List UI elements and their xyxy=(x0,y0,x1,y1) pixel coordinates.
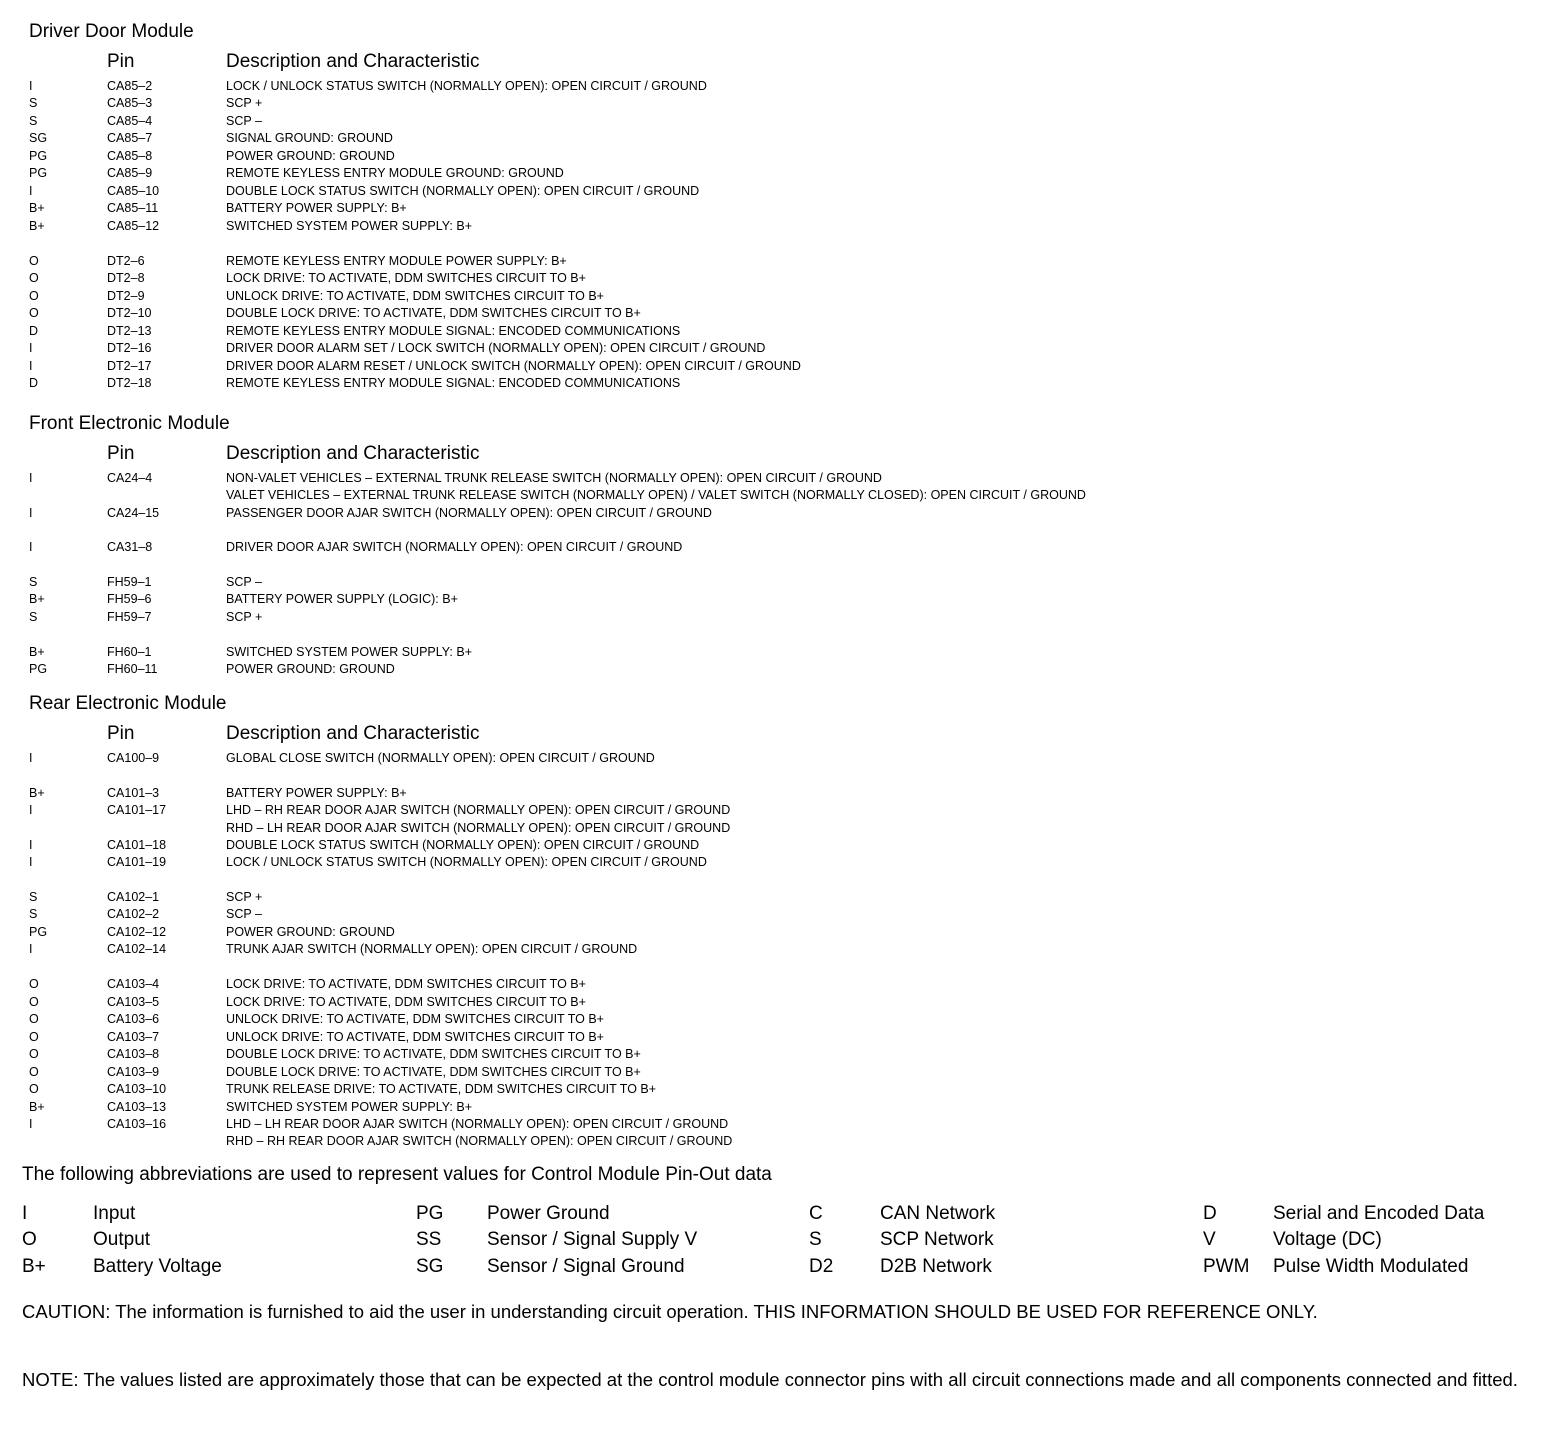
pin-description: REMOTE KEYLESS ENTRY MODULE GROUND: GROUND xyxy=(226,166,564,180)
pin-description: SCP – xyxy=(226,575,262,589)
pin-id: CA85–4 xyxy=(107,114,153,128)
abbr-code: D2 xyxy=(809,1256,834,1277)
pin-id: CA101–3 xyxy=(107,786,160,800)
pin-type: O xyxy=(29,1065,39,1079)
pin-description: DOUBLE LOCK DRIVE: TO ACTIVATE, DDM SWITCHES CIRCUIT TO B+ xyxy=(226,1065,641,1079)
pin-type: O xyxy=(29,254,39,268)
pin-id: CA103–8 xyxy=(107,1047,160,1061)
abbr-code: PG xyxy=(416,1203,444,1224)
pin-description: UNLOCK DRIVE: TO ACTIVATE, DDM SWITCHES CIRCUIT TO B+ xyxy=(226,289,604,303)
pin-description: NON-VALET VEHICLES – EXTERNAL TRUNK RELEASE SWITCH (NORMALLY OPEN): OPEN CIRCUIT / GROUND xyxy=(226,471,882,485)
pin-id: CA102–12 xyxy=(107,925,167,939)
pin-description: SCP – xyxy=(226,114,262,128)
abbr-meaning: Sensor / Signal Supply V xyxy=(487,1229,698,1250)
pin-type: O xyxy=(29,1082,39,1096)
pin-type: I xyxy=(29,1117,33,1131)
pin-type: S xyxy=(29,610,38,624)
pin-type: B+ xyxy=(29,645,45,659)
pin-description: REMOTE KEYLESS ENTRY MODULE SIGNAL: ENCODED COMMUNICATIONS xyxy=(226,324,681,338)
abbr-code: B+ xyxy=(22,1256,46,1277)
pin-type: B+ xyxy=(29,201,45,215)
pin-description: SWITCHED SYSTEM POWER SUPPLY: B+ xyxy=(226,219,472,233)
pin-id: DT2–8 xyxy=(107,271,145,285)
pin-description: LHD – RH REAR DOOR AJAR SWITCH (NORMALLY OPEN): OPEN CIRCUIT / GROUND xyxy=(226,803,731,817)
pin-description: LOCK / UNLOCK STATUS SWITCH (NORMALLY OPEN): OPEN CIRCUIT / GROUND xyxy=(226,855,707,869)
pin-type: I xyxy=(29,79,33,93)
pin-description: DOUBLE LOCK STATUS SWITCH (NORMALLY OPEN): OPEN CIRCUIT / GROUND xyxy=(226,838,700,852)
pin-id: CA31–8 xyxy=(107,540,153,554)
abbr-meaning: SCP Network xyxy=(880,1229,994,1250)
abbr-meaning: Serial and Encoded Data xyxy=(1273,1203,1485,1224)
pin-id: CA103–16 xyxy=(107,1117,167,1131)
pin-type: O xyxy=(29,1030,39,1044)
abbr-code: S xyxy=(809,1229,822,1250)
abbr-meaning: Battery Voltage xyxy=(93,1256,222,1277)
pin-id: CA85–2 xyxy=(107,79,153,93)
pin-type: I xyxy=(29,838,33,852)
abbr-meaning: CAN Network xyxy=(880,1203,996,1224)
abbr-meaning: Voltage (DC) xyxy=(1273,1229,1382,1250)
pin-description: SWITCHED SYSTEM POWER SUPPLY: B+ xyxy=(226,645,472,659)
pin-type: PG xyxy=(29,166,48,180)
pin-type: D xyxy=(29,376,39,390)
pin-id: FH60–1 xyxy=(107,645,152,659)
pin-type: S xyxy=(29,114,38,128)
abbr-meaning: Pulse Width Modulated xyxy=(1273,1256,1469,1277)
pin-type: S xyxy=(29,575,38,589)
pin-description: LOCK DRIVE: TO ACTIVATE, DDM SWITCHES CIRCUIT TO B+ xyxy=(226,995,586,1009)
pin-id: CA85–12 xyxy=(107,219,160,233)
pin-description: TRUNK RELEASE DRIVE: TO ACTIVATE, DDM SWITCHES CIRCUIT TO B+ xyxy=(226,1082,657,1096)
pin-type: O xyxy=(29,1012,39,1026)
pin-id: CA103–6 xyxy=(107,1012,160,1026)
pin-id: DT2–10 xyxy=(107,306,152,320)
pin-type: O xyxy=(29,1047,39,1061)
pin-description: SWITCHED SYSTEM POWER SUPPLY: B+ xyxy=(226,1100,472,1114)
pin-description: UNLOCK DRIVE: TO ACTIVATE, DDM SWITCHES CIRCUIT TO B+ xyxy=(226,1012,604,1026)
pin-description: REMOTE KEYLESS ENTRY MODULE SIGNAL: ENCODED COMMUNICATIONS xyxy=(226,376,681,390)
abbr-code: SS xyxy=(416,1229,442,1250)
column-header-pin: Pin xyxy=(107,51,135,72)
pin-description: BATTERY POWER SUPPLY: B+ xyxy=(226,201,407,215)
pin-description: TRUNK AJAR SWITCH (NORMALLY OPEN): OPEN CIRCUIT / GROUND xyxy=(226,942,638,956)
pin-type: SG xyxy=(29,131,48,145)
abbr-code: C xyxy=(809,1203,823,1224)
pin-description: UNLOCK DRIVE: TO ACTIVATE, DDM SWITCHES CIRCUIT TO B+ xyxy=(226,1030,604,1044)
pin-description: RHD – LH REAR DOOR AJAR SWITCH (NORMALLY OPEN): OPEN CIRCUIT / GROUND xyxy=(226,821,731,835)
pin-id: CA102–2 xyxy=(107,907,160,921)
pin-type: O xyxy=(29,289,39,303)
section-title-driver-door-module: Driver Door Module xyxy=(29,21,194,42)
column-header-description: Description and Characteristic xyxy=(226,443,480,464)
abbr-meaning: D2B Network xyxy=(880,1256,992,1277)
pin-id: CA24–4 xyxy=(107,471,153,485)
pin-description: SIGNAL GROUND: GROUND xyxy=(226,131,393,145)
pin-type: O xyxy=(29,306,39,320)
abbr-meaning: Input xyxy=(93,1203,136,1224)
pin-id: DT2–9 xyxy=(107,289,145,303)
abbr-code: D xyxy=(1203,1203,1217,1224)
pin-description: LHD – LH REAR DOOR AJAR SWITCH (NORMALLY OPEN): OPEN CIRCUIT / GROUND xyxy=(226,1117,729,1131)
pin-description: SCP + xyxy=(226,96,263,110)
pin-id: DT2–18 xyxy=(107,376,152,390)
pin-description: GLOBAL CLOSE SWITCH (NORMALLY OPEN): OPEN CIRCUIT / GROUND xyxy=(226,751,655,765)
pin-id: FH60–11 xyxy=(107,662,158,676)
pin-type: PG xyxy=(29,925,48,939)
pin-type: O xyxy=(29,271,39,285)
section-title-rear-electronic-module: Rear Electronic Module xyxy=(29,693,227,714)
pin-id: CA85–7 xyxy=(107,131,153,145)
pin-id: CA85–8 xyxy=(107,149,153,163)
pin-id: CA103–13 xyxy=(107,1100,167,1114)
pin-type: S xyxy=(29,96,38,110)
pin-type: I xyxy=(29,540,33,554)
pin-description: BATTERY POWER SUPPLY: B+ xyxy=(226,786,407,800)
pin-description: DOUBLE LOCK STATUS SWITCH (NORMALLY OPEN): OPEN CIRCUIT / GROUND xyxy=(226,184,700,198)
pin-id: CA101–18 xyxy=(107,838,167,852)
abbreviations-intro: The following abbreviations are used to represent values for Control Module Pin-Out data xyxy=(22,1164,772,1185)
pin-description: DRIVER DOOR ALARM RESET / UNLOCK SWITCH (NORMALLY OPEN): OPEN CIRCUIT / GROUND xyxy=(226,359,801,373)
pin-id: FH59–6 xyxy=(107,592,152,606)
caution-text: CAUTION: The information is furnished to aid the user in understanding circuit operation. THIS INFORMATION SHOULD BE USED FOR REFERENCE ONLY. xyxy=(22,1301,1318,1322)
pin-id: FH59–7 xyxy=(107,610,152,624)
pin-type: D xyxy=(29,324,39,338)
pin-id: CA103–10 xyxy=(107,1082,167,1096)
pin-type: S xyxy=(29,907,38,921)
abbr-code: I xyxy=(22,1203,28,1224)
abbr-meaning: Output xyxy=(93,1229,151,1250)
pin-type: B+ xyxy=(29,592,45,606)
section-title-front-electronic-module: Front Electronic Module xyxy=(29,413,230,434)
column-header-pin: Pin xyxy=(107,443,135,464)
pin-id: DT2–17 xyxy=(107,359,152,373)
abbr-code: SG xyxy=(416,1256,444,1277)
pin-description: LOCK DRIVE: TO ACTIVATE, DDM SWITCHES CIRCUIT TO B+ xyxy=(226,977,586,991)
abbr-code: PWM xyxy=(1203,1256,1250,1277)
pin-type: I xyxy=(29,506,33,520)
abbr-code: O xyxy=(22,1229,37,1250)
pin-type: S xyxy=(29,890,38,904)
pin-description: POWER GROUND: GROUND xyxy=(226,149,395,163)
pin-id: CA85–11 xyxy=(107,201,159,215)
pin-type: I xyxy=(29,341,33,355)
pin-description: DOUBLE LOCK DRIVE: TO ACTIVATE, DDM SWITCHES CIRCUIT TO B+ xyxy=(226,1047,641,1061)
pin-type: I xyxy=(29,942,33,956)
pin-type: I xyxy=(29,855,33,869)
pin-id: CA101–17 xyxy=(107,803,167,817)
pin-description: VALET VEHICLES – EXTERNAL TRUNK RELEASE SWITCH (NORMALLY OPEN) / VALET SWITCH (NORMALLY CLOSED): OPEN CIRCUIT / GROUND xyxy=(226,488,1086,502)
pin-id: DT2–6 xyxy=(107,254,145,268)
pin-description: REMOTE KEYLESS ENTRY MODULE POWER SUPPLY: B+ xyxy=(226,254,567,268)
pin-id: CA102–14 xyxy=(107,942,167,956)
pin-id: DT2–13 xyxy=(107,324,152,338)
abbr-meaning: Sensor / Signal Ground xyxy=(487,1256,685,1277)
pin-id: CA102–1 xyxy=(107,890,160,904)
column-header-description: Description and Characteristic xyxy=(226,51,480,72)
pin-type: I xyxy=(29,751,33,765)
note-text: NOTE: The values listed are approximately those that can be expected at the control module connector pins with all circuit connections made and all components connected and fitted. xyxy=(22,1369,1518,1390)
pin-description: SCP + xyxy=(226,890,263,904)
pin-description: PASSENGER DOOR AJAR SWITCH (NORMALLY OPEN): OPEN CIRCUIT / GROUND xyxy=(226,506,712,520)
pin-id: CA24–15 xyxy=(107,506,160,520)
column-header-pin: Pin xyxy=(107,723,135,744)
pin-type: I xyxy=(29,359,33,373)
pin-description: DOUBLE LOCK DRIVE: TO ACTIVATE, DDM SWITCHES CIRCUIT TO B+ xyxy=(226,306,641,320)
pin-type: I xyxy=(29,803,33,817)
pin-description: BATTERY POWER SUPPLY (LOGIC): B+ xyxy=(226,592,458,606)
pin-type: B+ xyxy=(29,1100,45,1114)
pin-id: CA103–9 xyxy=(107,1065,160,1079)
abbr-meaning: Power Ground xyxy=(487,1203,610,1224)
pin-id: CA103–5 xyxy=(107,995,160,1009)
pin-type: O xyxy=(29,995,39,1009)
pin-description: LOCK DRIVE: TO ACTIVATE, DDM SWITCHES CIRCUIT TO B+ xyxy=(226,271,586,285)
pin-id: FH59–1 xyxy=(107,575,152,589)
pin-type: PG xyxy=(29,662,48,676)
pin-id: DT2–16 xyxy=(107,341,152,355)
pin-type: I xyxy=(29,471,33,485)
pin-type: PG xyxy=(29,149,48,163)
pin-type: B+ xyxy=(29,786,45,800)
pin-id: CA103–4 xyxy=(107,977,160,991)
pin-description: DRIVER DOOR ALARM SET / LOCK SWITCH (NORMALLY OPEN): OPEN CIRCUIT / GROUND xyxy=(226,341,766,355)
pin-id: CA101–19 xyxy=(107,855,167,869)
pin-description: POWER GROUND: GROUND xyxy=(226,662,395,676)
pin-id: CA85–3 xyxy=(107,96,153,110)
pin-type: B+ xyxy=(29,219,45,233)
abbr-code: V xyxy=(1203,1229,1216,1250)
pin-id: CA85–9 xyxy=(107,166,153,180)
pin-description: DRIVER DOOR AJAR SWITCH (NORMALLY OPEN): OPEN CIRCUIT / GROUND xyxy=(226,540,683,554)
pin-description: SCP + xyxy=(226,610,263,624)
pin-id: CA100–9 xyxy=(107,751,160,765)
pin-description: LOCK / UNLOCK STATUS SWITCH (NORMALLY OPEN): OPEN CIRCUIT / GROUND xyxy=(226,79,707,93)
column-header-description: Description and Characteristic xyxy=(226,723,480,744)
pin-type: O xyxy=(29,977,39,991)
pin-id: CA85–10 xyxy=(107,184,160,198)
pin-id: CA103–7 xyxy=(107,1030,160,1044)
pin-description: SCP – xyxy=(226,907,262,921)
pin-description: POWER GROUND: GROUND xyxy=(226,925,395,939)
pin-description: RHD – RH REAR DOOR AJAR SWITCH (NORMALLY OPEN): OPEN CIRCUIT / GROUND xyxy=(226,1134,733,1148)
pin-type: I xyxy=(29,184,33,198)
